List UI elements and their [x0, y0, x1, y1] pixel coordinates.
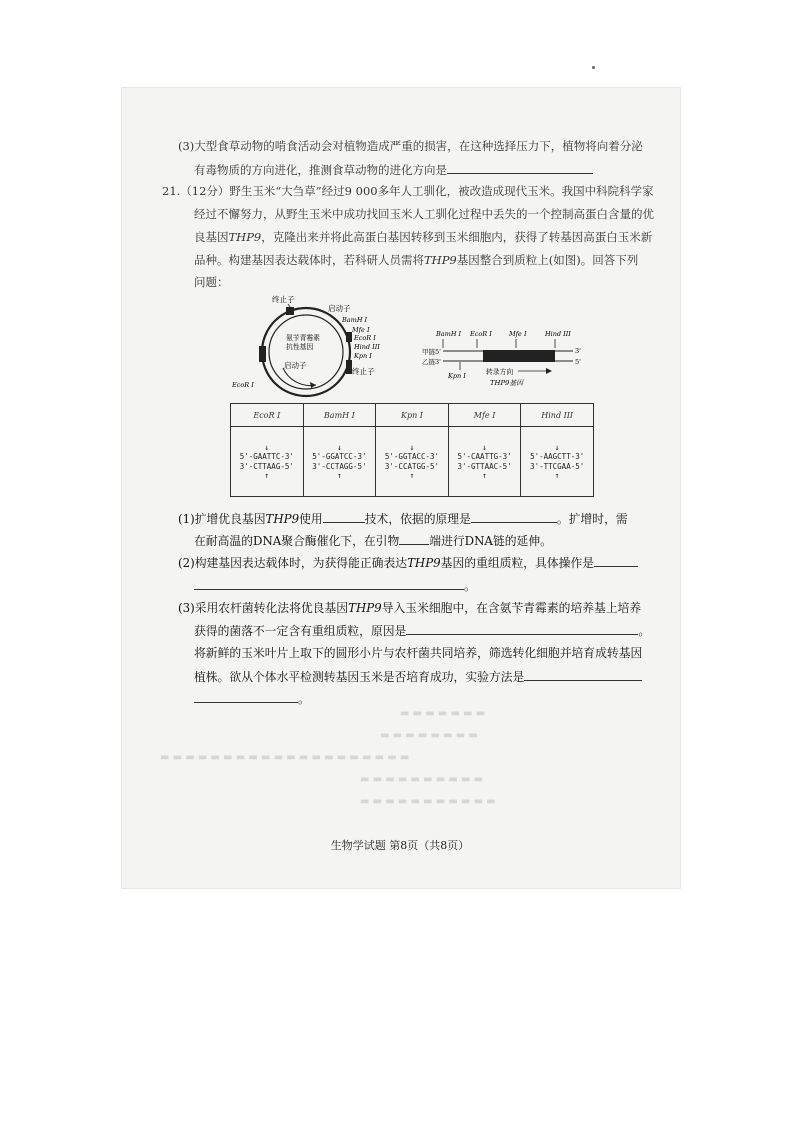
site-bottom: 3'-CCATGG-5': [384, 461, 440, 471]
sub1-line2: [194, 532, 664, 549]
sub3-line5: [194, 690, 664, 707]
answer-blank[interactable]: [194, 577, 464, 590]
enzyme-site: [304, 427, 376, 496]
q21-line1: 21.（12分）野生玉米“大刍草”经过9 000多年人工驯化，被改造成现代玉米。我国中科院科学家: [162, 184, 654, 198]
gene-bamhi-label: BamH I: [436, 330, 462, 338]
resistance-gene-line1: 氨苄青霉素: [286, 334, 320, 342]
gene-name: THP9: [228, 230, 262, 244]
promoter-block: [259, 346, 266, 362]
bleed-through-text: ▬ ▬ ▬ ▬ ▬ ▬ ▬: [400, 708, 486, 719]
strand-a-label: 甲链5': [422, 348, 441, 356]
sub2-end: 。: [464, 579, 476, 593]
site-bottom: 3'-CTTAAG-5': [239, 461, 294, 471]
cut-arrow-down-icon: ↓: [554, 442, 560, 452]
cut-arrow-up-icon: ↑: [336, 470, 342, 480]
gene-kpni-label: Kpn I: [448, 372, 466, 380]
sub1-d: 。扩增时，需: [556, 512, 628, 526]
q21-line3-a: 良基因: [194, 230, 229, 244]
site-bottom: 3'-CCTAGG-5': [312, 461, 367, 471]
q21-line4-b: 基因整合到质粒上(如图)。回答下列: [456, 253, 639, 267]
cut-arrow-down-icon: ↓: [336, 442, 342, 452]
q21-line2: 经过不懈努力，从野生玉米中成功找回玉米人工驯化过程中丢失的一个控制高蛋白含量的优: [194, 207, 654, 221]
q21-line3-b: ，克隆出来并将此高蛋白基因转移到玉米细胞内，获得了转基因高蛋白玉米新: [261, 230, 653, 244]
enzyme-site: [231, 427, 303, 496]
sub3-b: 导入玉米细胞中，在含氨苄青霉素的培养基上培养: [381, 601, 642, 615]
sub3-c: 获得的菌落不一定含有重组质粒，原因是: [194, 624, 407, 638]
thp9-gene-label: THP9基因: [490, 379, 523, 387]
answer-blank[interactable]: [194, 690, 298, 703]
sub3-line1: [178, 600, 648, 616]
enzyme-name: EcoR I: [231, 404, 303, 427]
sub1-e: 在耐高温的DNA聚合酶催化下，在引物: [194, 534, 400, 548]
enzyme-name: Hind III: [521, 404, 593, 427]
sub3-line2: [194, 622, 664, 639]
cut-arrow-up-icon: ↑: [482, 470, 487, 480]
gene-mfei-label: Mfe I: [509, 330, 527, 338]
bleed-through-text: ▬ ▬ ▬ ▬ ▬ ▬ ▬ ▬ ▬ ▬ ▬: [360, 796, 496, 807]
q21-line4: [194, 252, 664, 268]
enzyme-column: [231, 404, 304, 496]
enzyme-column: [521, 404, 593, 496]
enzyme-site: [521, 427, 593, 496]
plasmid-bamhi-label: BamH I: [342, 316, 368, 324]
thp9-gene-block: [483, 350, 555, 362]
sub1-line1: [178, 510, 648, 527]
enzyme-site: [376, 427, 448, 496]
strand-b-label: 乙链3': [422, 358, 441, 366]
site-top: 5'-GGTACC-3': [384, 451, 440, 461]
q20-part3-line2-text: 有毒物质的方向进化，推测食草动物的进化方向是: [194, 163, 447, 177]
answer-blank[interactable]: [406, 622, 638, 635]
gene-name: THP9: [348, 601, 382, 615]
cut-arrow-up-icon: ↑: [264, 470, 270, 480]
bleed-through-text: ▬ ▬ ▬ ▬ ▬ ▬ ▬ ▬ ▬ ▬: [360, 774, 484, 785]
enzyme-name: BamH I: [304, 404, 376, 427]
gene-name: THP9: [265, 512, 300, 526]
cut-arrow-down-icon: ↓: [409, 442, 415, 452]
cut-arrow-down-icon: ↓: [264, 442, 270, 452]
gene-name: THP9: [424, 253, 457, 267]
sub3-line4: [194, 668, 664, 685]
gene-ecori-label: EcoR I: [470, 330, 492, 338]
resistance-gene-line2: 抗性基因: [286, 343, 314, 351]
plasmid-ecori-left: EcoR I: [232, 381, 254, 389]
answer-blank[interactable]: [524, 668, 642, 681]
answer-blank[interactable]: [447, 161, 593, 174]
terminator-block: [286, 307, 294, 315]
enzyme-name: Kpn I: [376, 404, 448, 427]
sub3-end1: 。: [638, 624, 651, 638]
sub3-a: (3)采用农杆菌转化法将优良基因: [178, 601, 349, 615]
end-b-label: 5': [575, 358, 581, 366]
site-top: 5'-AAGCTT-3': [530, 451, 585, 461]
gene-name: THP9: [407, 556, 441, 570]
bleed-through-text: ▬ ▬ ▬ ▬ ▬ ▬ ▬ ▬ ▬ ▬ ▬ ▬ ▬ ▬ ▬ ▬ ▬ ▬ ▬ ▬: [160, 752, 410, 763]
q21-line5: 问题：: [194, 275, 229, 289]
sub3-end2: 。: [298, 692, 310, 706]
site-bottom: 3'-GTTAAC-5': [457, 461, 512, 471]
sub1-a: (1)扩增优良基因: [178, 512, 266, 526]
plasmid-kpni-label: Kpn I: [354, 352, 372, 360]
cut-arrow-down-icon: ↓: [482, 442, 487, 452]
page-footer: 生物学试题 第8页（共8页）: [330, 839, 470, 852]
plasmid-diagram: [228, 290, 598, 402]
plasmid-hindiii-label: Hind III: [354, 343, 380, 351]
cut-arrow-up-icon: ↑: [409, 470, 415, 480]
sub2-a: (2)构建基因表达载体时，为获得能正确表达: [178, 556, 408, 570]
sub1-b: 使用: [299, 512, 323, 526]
bleed-through-text: ▬ ▬ ▬ ▬ ▬ ▬ ▬ ▬: [380, 730, 478, 741]
cut-arrow-up-icon: ↑: [554, 470, 560, 480]
enzyme-name: Mfe I: [449, 404, 521, 427]
q21-line4-a: 品种。构建基因表达载体时，若科研人员需将: [194, 253, 424, 267]
arrow-right-icon: [546, 368, 552, 374]
site-top: 5'-GGATCC-3': [312, 451, 367, 461]
sub3-e: 植株。欲从个体水平检测转基因玉米是否培育成功，实验方法是: [194, 670, 525, 684]
sub1-c: 技术，依据的原理是: [364, 512, 471, 526]
end-a-label: 3': [575, 347, 581, 355]
sub2-line2: [194, 577, 664, 594]
enzyme-site: [449, 427, 521, 496]
plasmid-promoter-top: 启动子: [328, 304, 351, 313]
answer-blank[interactable]: [594, 554, 638, 567]
q20-part3-line2: [194, 161, 664, 178]
plasmid-terminator-top: 终止子: [272, 295, 295, 304]
transcription-direction: 转录方向: [486, 368, 514, 376]
plasmid-terminator-right: 终止子: [352, 367, 375, 376]
plasmid-ring: [259, 307, 352, 396]
sub3-line3: 将新鲜的玉米叶片上取下的圆形小片与农杆菌共同培养，筛选转化细胞并培育成转基因: [194, 646, 643, 660]
answer-blank[interactable]: [471, 510, 557, 523]
enzyme-column: [376, 404, 449, 496]
answer-blank[interactable]: [399, 532, 429, 545]
q20-part3-line1: (3)大型食草动物的啃食活动会对植物造成严重的损害，在这种选择压力下，植物将向着分泌: [178, 139, 643, 153]
sub1-f: 端进行DNA链的延伸。: [429, 534, 552, 548]
enzyme-column: [304, 404, 377, 496]
plasmid-ecori-label: EcoR I: [354, 334, 376, 342]
enzyme-column: [449, 404, 522, 496]
q21-line3: [194, 229, 664, 245]
plasmid-promoter-bottom: 启动子: [284, 361, 307, 370]
sub2-b: 基因的重组质粒，具体操作是: [440, 556, 595, 570]
site-top: 5'-CAATTG-3': [457, 451, 512, 461]
sub2-line1: [178, 554, 648, 571]
plasmid-mfei-label: Mfe I: [352, 326, 370, 334]
answer-blank[interactable]: [323, 510, 365, 523]
speck: [592, 66, 595, 69]
site-bottom: 3'-TTCGAA-5': [530, 461, 585, 471]
gene-hindiii-label: Hind III: [545, 330, 571, 338]
site-top: 5'-GAATTC-3': [239, 451, 294, 461]
restriction-enzyme-table: [230, 403, 594, 497]
